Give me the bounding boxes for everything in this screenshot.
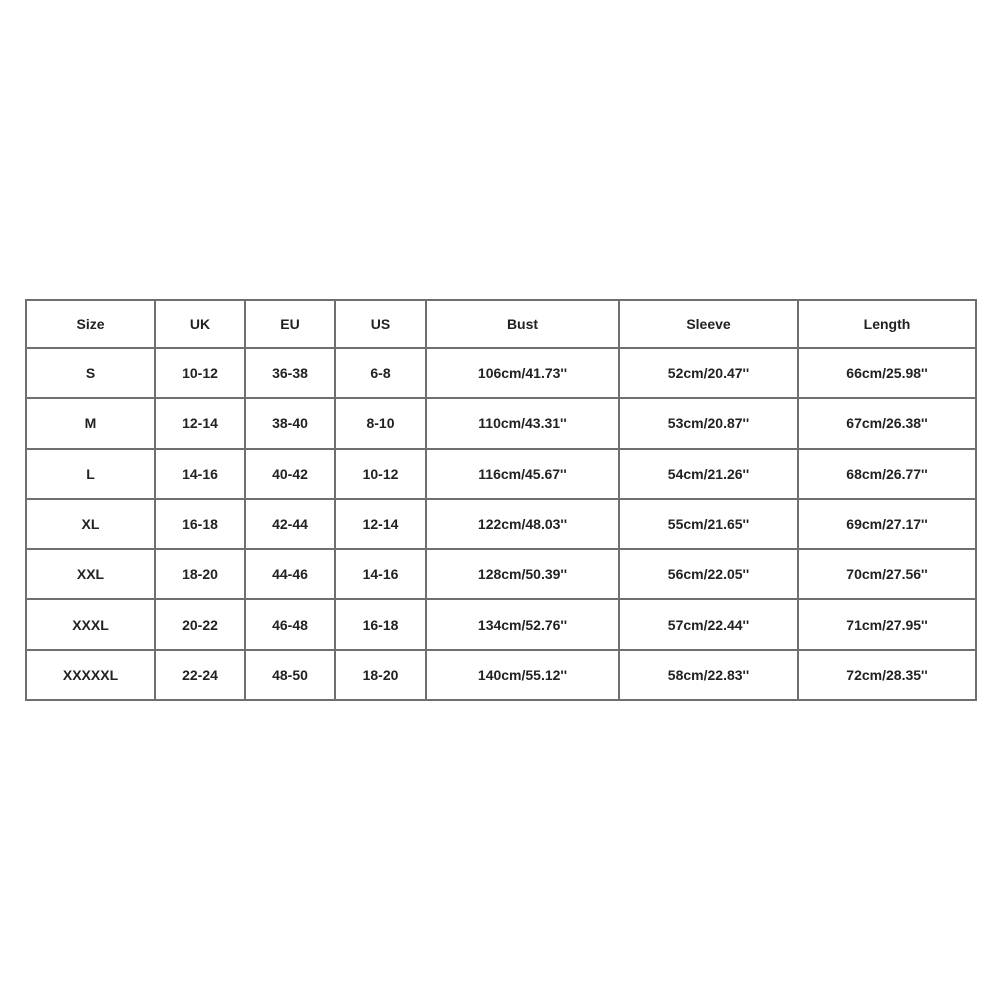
cell-bust: 140cm/55.12'' bbox=[426, 650, 619, 700]
cell-length: 70cm/27.56'' bbox=[798, 549, 976, 599]
cell-eu: 42-44 bbox=[245, 499, 335, 549]
cell-bust: 116cm/45.67'' bbox=[426, 449, 619, 499]
header-bust: Bust bbox=[426, 300, 619, 348]
cell-us: 16-18 bbox=[335, 599, 426, 649]
cell-eu: 40-42 bbox=[245, 449, 335, 499]
cell-uk: 12-14 bbox=[155, 398, 245, 448]
cell-us: 8-10 bbox=[335, 398, 426, 448]
table-row bbox=[26, 549, 976, 599]
cell-uk: 22-24 bbox=[155, 650, 245, 700]
cell-size: S bbox=[26, 348, 155, 398]
cell-us: 10-12 bbox=[335, 449, 426, 499]
cell-length: 66cm/25.98'' bbox=[798, 348, 976, 398]
cell-size: XL bbox=[26, 499, 155, 549]
table-row bbox=[26, 599, 976, 649]
table-header-row bbox=[26, 300, 976, 348]
cell-sleeve: 58cm/22.83'' bbox=[619, 650, 798, 700]
cell-us: 6-8 bbox=[335, 348, 426, 398]
cell-sleeve: 52cm/20.47'' bbox=[619, 348, 798, 398]
cell-sleeve: 53cm/20.87'' bbox=[619, 398, 798, 448]
header-eu: EU bbox=[245, 300, 335, 348]
cell-uk: 20-22 bbox=[155, 599, 245, 649]
header-size: Size bbox=[26, 300, 155, 348]
cell-sleeve: 54cm/21.26'' bbox=[619, 449, 798, 499]
cell-uk: 10-12 bbox=[155, 348, 245, 398]
cell-eu: 44-46 bbox=[245, 549, 335, 599]
cell-eu: 38-40 bbox=[245, 398, 335, 448]
size-chart-table bbox=[25, 299, 977, 701]
cell-bust: 128cm/50.39'' bbox=[426, 549, 619, 599]
cell-size: XXXXXL bbox=[26, 650, 155, 700]
cell-eu: 48-50 bbox=[245, 650, 335, 700]
cell-us: 12-14 bbox=[335, 499, 426, 549]
header-us: US bbox=[335, 300, 426, 348]
cell-size: M bbox=[26, 398, 155, 448]
cell-sleeve: 55cm/21.65'' bbox=[619, 499, 798, 549]
cell-us: 18-20 bbox=[335, 650, 426, 700]
cell-us: 14-16 bbox=[335, 549, 426, 599]
table-row bbox=[26, 650, 976, 700]
cell-uk: 16-18 bbox=[155, 499, 245, 549]
cell-sleeve: 57cm/22.44'' bbox=[619, 599, 798, 649]
cell-length: 68cm/26.77'' bbox=[798, 449, 976, 499]
table-row bbox=[26, 449, 976, 499]
cell-length: 72cm/28.35'' bbox=[798, 650, 976, 700]
cell-size: XXXL bbox=[26, 599, 155, 649]
cell-size: L bbox=[26, 449, 155, 499]
cell-size: XXL bbox=[26, 549, 155, 599]
table-row bbox=[26, 398, 976, 448]
cell-bust: 110cm/43.31'' bbox=[426, 398, 619, 448]
header-uk: UK bbox=[155, 300, 245, 348]
table-row bbox=[26, 348, 976, 398]
cell-bust: 122cm/48.03'' bbox=[426, 499, 619, 549]
cell-eu: 36-38 bbox=[245, 348, 335, 398]
cell-uk: 14-16 bbox=[155, 449, 245, 499]
cell-length: 71cm/27.95'' bbox=[798, 599, 976, 649]
cell-uk: 18-20 bbox=[155, 549, 245, 599]
cell-length: 69cm/27.17'' bbox=[798, 499, 976, 549]
cell-bust: 134cm/52.76'' bbox=[426, 599, 619, 649]
table-row bbox=[26, 499, 976, 549]
cell-eu: 46-48 bbox=[245, 599, 335, 649]
cell-length: 67cm/26.38'' bbox=[798, 398, 976, 448]
header-sleeve: Sleeve bbox=[619, 300, 798, 348]
cell-sleeve: 56cm/22.05'' bbox=[619, 549, 798, 599]
header-length: Length bbox=[798, 300, 976, 348]
cell-bust: 106cm/41.73'' bbox=[426, 348, 619, 398]
